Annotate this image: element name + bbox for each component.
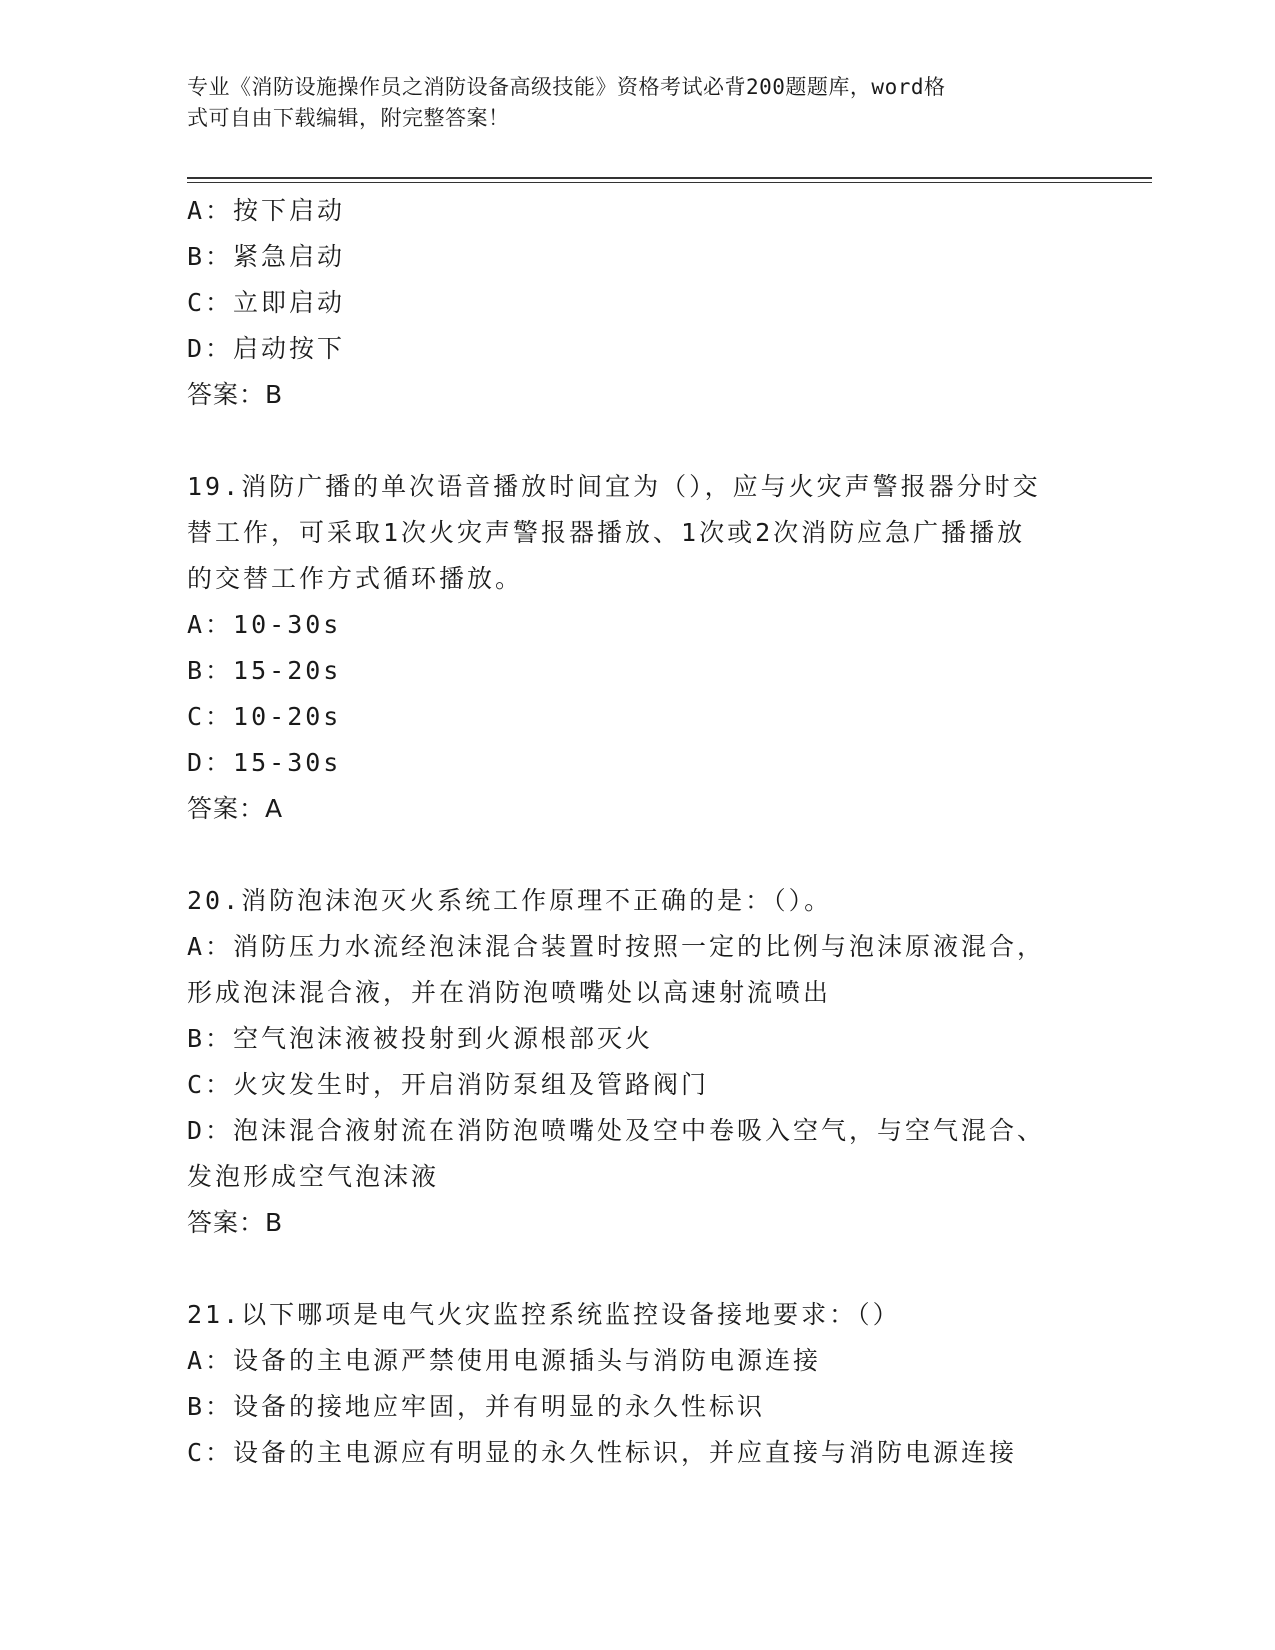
question-text: 20.消防泡沫泡灭火系统工作原理不正确的是：（）。 xyxy=(187,886,833,915)
option-c: C：10-20s xyxy=(187,702,342,731)
question-text: 21.以下哪项是电气火灾监控系统监控设备接地要求：（） xyxy=(187,1300,901,1329)
question-text: 的交替工作方式循环播放。 xyxy=(187,564,524,593)
answer-line: 答案：B xyxy=(187,1208,284,1237)
option-a: A：设备的主电源严禁使用电源插头与消防电源连接 xyxy=(187,1346,822,1375)
answer-line: 答案：A xyxy=(187,794,284,823)
option-a-continued: 形成泡沫混合液，并在消防泡喷嘴处以高速射流喷出 xyxy=(187,978,832,1007)
option-d: D：泡沫混合液射流在消防泡喷嘴处及空中卷吸入空气，与空气混合、 xyxy=(187,1116,1046,1145)
answer-line: 答案：B xyxy=(187,380,284,409)
question-text: 替工作，可采取1次火灾声警报器播放、1次或2次消防应急广播播放 xyxy=(187,518,1026,547)
question-text: 19.消防广播的单次语音播放时间宜为（），应与火灾声警报器分时交 xyxy=(187,472,1041,501)
option-b: B：设备的接地应牢固，并有明显的永久性标识 xyxy=(187,1392,766,1421)
option-c: C：立即启动 xyxy=(187,288,346,317)
option-d: D：15-30s xyxy=(187,748,342,777)
header-line-2: 式可自由下载编辑，附完整答案！ xyxy=(187,106,510,130)
question-21 xyxy=(187,1292,1087,1476)
option-b: B：15-20s xyxy=(187,656,342,685)
header-divider-thick xyxy=(187,177,1152,179)
option-a: A：消防压力水流经泡沫混合装置时按照一定的比例与泡沫原液混合， xyxy=(187,932,1046,961)
option-c: C：设备的主电源应有明显的永久性标识，并应直接与消防电源连接 xyxy=(187,1438,1018,1467)
question-19 xyxy=(187,464,1087,832)
option-d: D：启动按下 xyxy=(187,334,346,363)
document-header xyxy=(187,72,1067,134)
option-a: A：按下启动 xyxy=(187,196,346,225)
header-line-1: 专业《消防设施操作员之消防设备高级技能》资格考试必背200题题库，word格 xyxy=(187,75,946,99)
option-b: B：空气泡沫液被投射到火源根部灭火 xyxy=(187,1024,654,1053)
question-18-tail xyxy=(187,188,1087,418)
question-20 xyxy=(187,878,1087,1246)
option-d-continued: 发泡形成空气泡沫液 xyxy=(187,1162,440,1191)
header-divider-thin xyxy=(187,182,1152,183)
option-b: B：紧急启动 xyxy=(187,242,346,271)
option-a: A：10-30s xyxy=(187,610,342,639)
option-c: C：火灾发生时，开启消防泵组及管路阀门 xyxy=(187,1070,710,1099)
question-content xyxy=(187,188,1087,1476)
